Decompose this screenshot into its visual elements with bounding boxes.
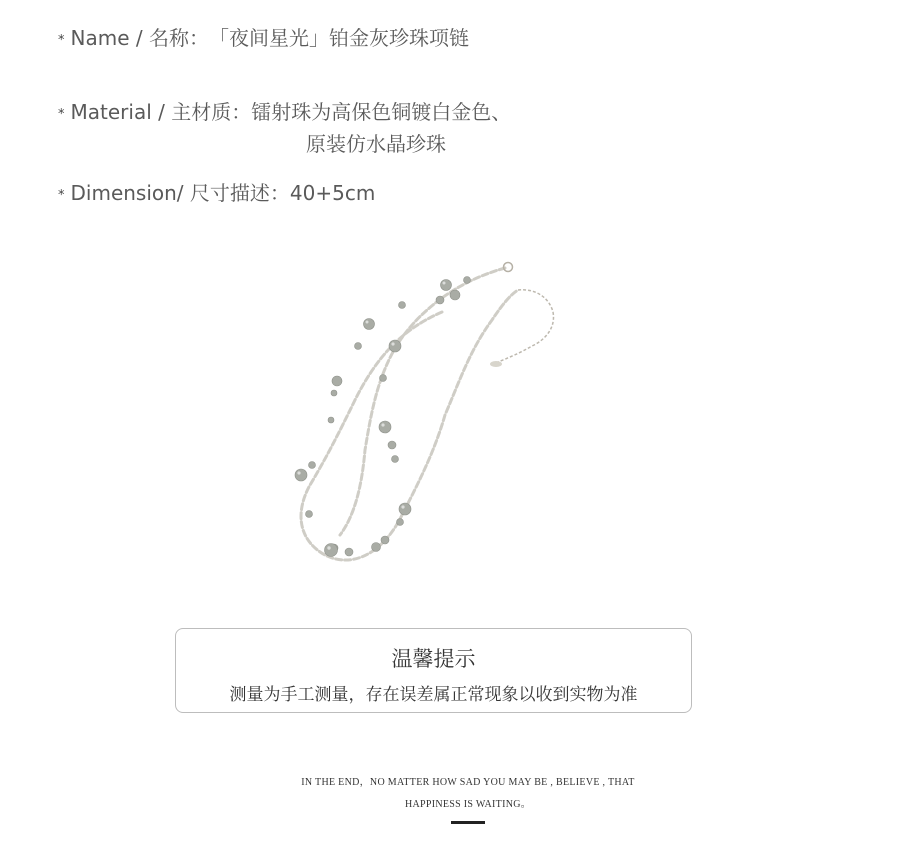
spec-dimension-row	[58, 177, 375, 206]
bullet-marker: *	[58, 188, 65, 203]
notice-text: 测量为手工测量，存在误差属正常现象以收到实物为准	[229, 685, 638, 705]
spec-material-row	[58, 96, 511, 125]
pearl-necklace-image	[270, 250, 590, 580]
spec-material-label: Material / 主材质：	[70, 100, 252, 124]
spec-dimension-value: 40+5cm	[289, 181, 376, 205]
bullet-marker: *	[58, 107, 65, 122]
spec-name-row	[58, 22, 469, 51]
spec-name-value: 「夜间星光」铂金灰珍珠项链	[208, 26, 469, 50]
quote-line-2: HAPPINESS IS WAITING。	[404, 799, 532, 810]
quote-line-1: IN THE END，NO MATTER HOW SAD YOU MAY BE , BELIEVE , THAT	[301, 777, 635, 788]
outer-chain-strand	[301, 290, 518, 560]
spec-dimension-label: Dimension/ 尺寸描述：	[70, 181, 290, 205]
notice-title: 温馨提示	[391, 647, 476, 671]
notice-box	[175, 628, 692, 713]
spec-material-value-line1: 镭射珠为高保色铜镀白金色、	[251, 100, 512, 124]
spec-material-value-line2: 原装仿水晶珍珠	[306, 132, 446, 156]
bullet-marker: *	[58, 33, 65, 48]
spec-name-label: Name / 名称：	[70, 26, 209, 50]
end-tag	[490, 361, 502, 367]
quote-divider	[451, 821, 485, 824]
inner-chain-strand	[340, 268, 505, 535]
